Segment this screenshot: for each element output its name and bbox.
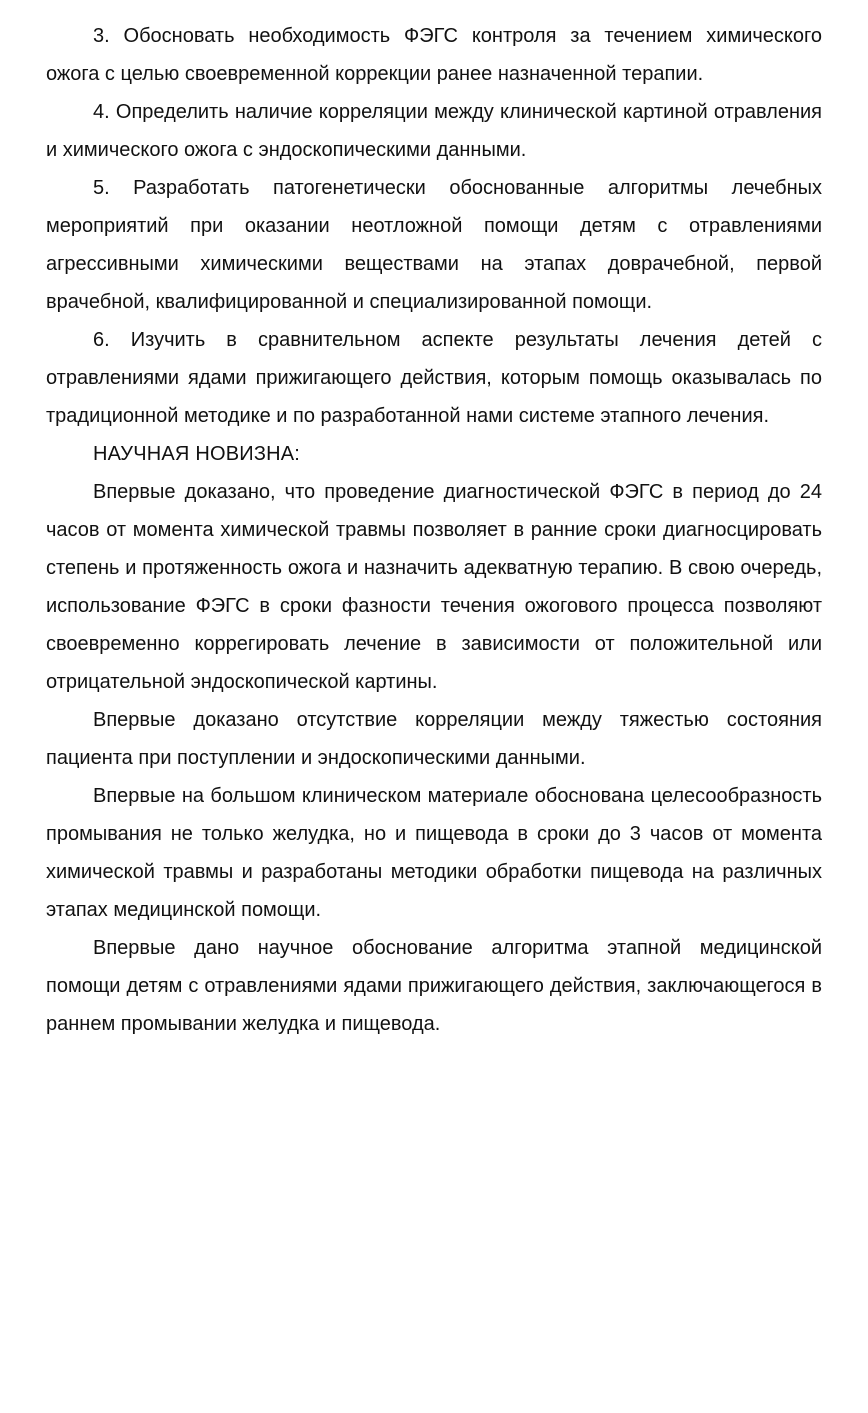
novelty-paragraph-1: Впервые доказано, что проведение диагностической ФЭГС в период до 24 часов от момента химической травмы позволяет в ранние сроки диагносцировать степень и протяженность ожога и назначить адекватную терапию. В свою очередь, использование ФЭГС в сроки фазности течения ожогового процесса позволяют своевременно коррегировать лечение в зависимости от положительной или отрицательной эндоскопической картины. xyxy=(46,481,822,693)
goal-3-paragraph: 3. Обосновать необходимость ФЭГС контроля за течением химического ожога с целью своевременной коррекции ранее назначенной терапии. xyxy=(46,25,822,85)
novelty-paragraph-3: Впервые на большом клиническом материале обоснована целесообразность промывания не только желудка, но и пищевода в сроки до 3 часов от момента химической травмы и разработаны методики обработки пищевода на различных этапах медицинской помощи. xyxy=(46,785,822,921)
goal-4-paragraph: 4. Определить наличие корреляции между клинической картиной отравления и химического ожога с эндоскопическими данными. xyxy=(46,101,822,161)
novelty-heading: НАУЧНАЯ НОВИЗНА: xyxy=(93,443,301,465)
goal-5-paragraph: 5. Разработать патогенетически обоснованные алгоритмы лечебных мероприятий при оказании неотложной помощи детям с отравлениями агрессивными химическими веществами на этапах доврачебной, первой врачебной, квалифицированной и специализированной помощи. xyxy=(46,177,822,313)
novelty-paragraph-4: Впервые дано научное обоснование алгоритма этапной медицинской помощи детям с отравлениями ядами прижигающего действия, заключающегося в раннем промывании желудка и пищевода. xyxy=(46,937,822,1035)
novelty-paragraph-2: Впервые доказано отсутствие корреляции между тяжестью состояния пациента при поступлении и эндоскопическими данными. xyxy=(46,709,822,769)
goal-6-paragraph: 6. Изучить в сравнительном аспекте результаты лечения детей с отравлениями ядами прижигающего действия, которым помощь оказывалась по традиционной методике и по разработанной нами системе этапного лечения. xyxy=(46,329,822,427)
document-page xyxy=(46,17,822,1043)
